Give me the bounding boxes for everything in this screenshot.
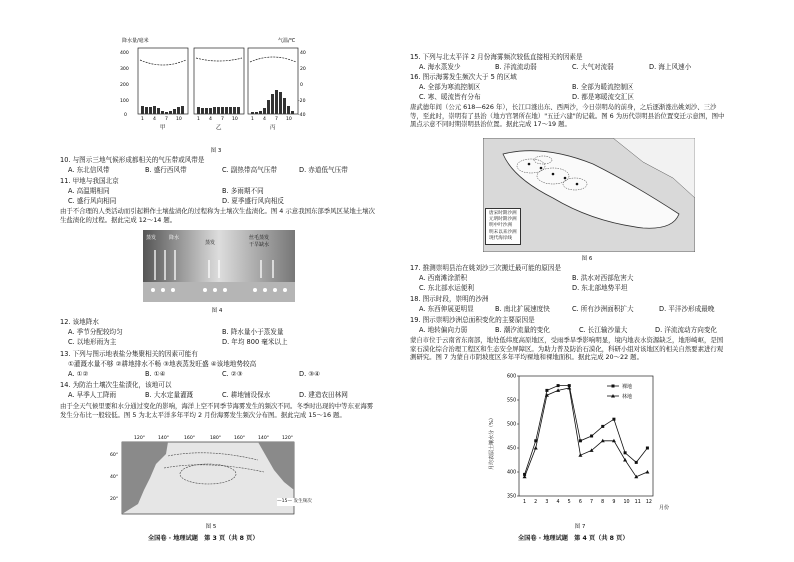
q13-statements: ①灌溉水量不够 ②耕地排水不畅 ③地表蒸发旺盛 ④该地地势较高 <box>68 360 257 368</box>
q17-option-a[interactable]: A. 西南滩涂淤积 <box>419 274 468 282</box>
svg-text:140°: 140° <box>258 436 270 441</box>
fig7-xtick-10: 10 <box>623 500 630 505</box>
q18-stem: 18. 图示时段，崇明的沙洲 <box>410 295 489 303</box>
fig6-legend-item-3: 明中叶沙洲 <box>489 223 512 229</box>
fig7-xtick-11: 11 <box>634 500 641 505</box>
q15-option-c[interactable]: C. 大气对流弱 <box>572 63 614 71</box>
svg-text:1: 1 <box>197 117 200 122</box>
fig5-top-ticks <box>134 435 293 441</box>
q19-option-c[interactable]: C. 长江输沙量大 <box>579 326 628 334</box>
q16-stem: 16. 图示海雾发生频次大于 5 的区域 <box>410 73 517 81</box>
fig7-plot-frame <box>519 376 653 496</box>
figure-7-line-chart <box>485 370 675 520</box>
fig7-ytick-450: 450 <box>507 446 517 452</box>
fig7-point-s2-m10 <box>623 458 627 462</box>
fig7-ytick-350: 350 <box>507 494 517 500</box>
fig3-month-ticks <box>141 116 292 122</box>
q15-option-d[interactable]: D. 海上风速小 <box>649 63 692 71</box>
q11-option-b[interactable]: B. 多雨期不同 <box>222 187 264 195</box>
fig7-xlabel: 月份 <box>659 505 670 511</box>
svg-text:0: 0 <box>124 113 127 118</box>
q19-option-d[interactable]: D. 洋流流动方向变化 <box>655 326 718 334</box>
svg-text:120°: 120° <box>282 436 294 441</box>
q11-stem: 11. 甲地与我国北京 <box>60 177 119 185</box>
fig3-right-axis-label: 气温/℃ <box>278 38 296 44</box>
passage-17-19: 唐武德年间（公元 618—626 年），长江口涨出东、西两沙，今日崇明岛的前身，之后逐渐涨出姚刘沙、三沙等，至此时，崇明有了县治（地方官署所在地）"五迁六建"的记载。图 6 为历代崇明县治位置变迁示意图，图中黑点示意不同时期崇明县治位置。据此完成 17～19 题。 <box>410 103 725 129</box>
svg-text:10: 10 <box>286 117 292 122</box>
fig3-left-axis-label: 降水量/毫米 <box>122 38 149 44</box>
fig7-ylabel: 月均表层土壤水分（%） <box>489 415 495 470</box>
q14-option-c[interactable]: C. 耕地铺设保水 <box>222 391 271 399</box>
passage-20-22: 蒙自市位于云南省东南部，地处低纬度高原地区，受雨季旱季影响明显，境内地表水资源缺乏，地形崎岖，是国家石漠化综合治理工程区和生态安全屏障区。为助力普及防治石漠化，科研小组对该地区的相关自然要素进行观测研究。图 7 为蒙自市阴坡度区多年平均裸地和裸地面积。据此完成 20～22 题。 <box>410 336 724 362</box>
q12-option-a[interactable]: A. 季节分配较均匀 <box>68 328 123 336</box>
q17-stem: 17. 推测崇明县治在姚刘沙三次搬迁最可能的原因是 <box>410 264 562 272</box>
fig7-xtick-3: 3 <box>545 500 549 505</box>
panel-yi-temp-curve <box>196 58 242 61</box>
svg-text:40°: 40° <box>110 475 119 480</box>
fig6-caption: 图 6 <box>581 256 593 262</box>
right-page <box>397 0 794 562</box>
fig7-point-s2-m2 <box>534 446 538 450</box>
svg-text:200: 200 <box>120 83 129 88</box>
q13-option-d[interactable]: D. ③④ <box>299 370 321 378</box>
q18-option-d[interactable]: D. 平洋沙形成最晚 <box>659 305 715 313</box>
q10-option-d[interactable]: D. 赤道低气压带 <box>299 166 348 174</box>
svg-text:10: 10 <box>176 117 182 122</box>
fig7-point-s1-m10 <box>624 451 627 454</box>
q14-option-d[interactable]: D. 建造农田林网 <box>299 391 348 399</box>
panel-jia-temp-curve <box>140 60 186 65</box>
fig7-series-line-2 <box>525 388 648 477</box>
svg-text:140°: 140° <box>158 436 170 441</box>
fig7-point-s1-m4 <box>557 384 560 387</box>
svg-text:-20: -20 <box>298 99 306 104</box>
fig7-ytick-500: 500 <box>507 422 517 428</box>
fig7-point-s1-m6 <box>579 439 582 442</box>
fig4-label-2: 降水 <box>169 235 180 241</box>
fig4-label-5: 干旱缺水 <box>249 242 270 248</box>
svg-text:120°: 120° <box>134 436 146 441</box>
fig5-legend: —15— 发生频次 <box>277 499 312 504</box>
q13-option-c[interactable]: C. ②③ <box>222 370 243 378</box>
figure-3-climate-charts <box>118 36 318 134</box>
q18-option-b[interactable]: B. 南北扩展速度快 <box>495 305 550 313</box>
q17-option-c[interactable]: C. 东北部水运便利 <box>419 284 474 292</box>
svg-text:300: 300 <box>120 67 129 72</box>
fig7-point-s1-m12 <box>646 447 649 450</box>
svg-text:20: 20 <box>300 67 306 72</box>
q17-option-b[interactable]: B. 洪水对西部危害大 <box>572 274 634 282</box>
fig7-xtick-5: 5 <box>567 500 571 505</box>
svg-text:7: 7 <box>221 117 224 122</box>
q11-option-d[interactable]: D. 夏季盛行风向相反 <box>222 197 285 205</box>
fig7-legend <box>607 383 632 400</box>
fig7-xtick-12: 12 <box>645 500 652 505</box>
fig3-caption: 图 3 <box>210 148 222 154</box>
svg-text:400: 400 <box>120 51 129 56</box>
svg-text:20°: 20° <box>110 497 119 502</box>
fig6-legend-item-1: 唐宋时期沙洲 <box>489 211 517 216</box>
fig6-legend-item-2: 元明时期沙洲 <box>489 217 517 223</box>
q16-option-a[interactable]: A. 全部为寒流控制区 <box>419 83 481 91</box>
fig6-legend <box>485 208 521 245</box>
svg-text:160°: 160° <box>184 436 196 441</box>
svg-text:乙: 乙 <box>216 125 222 131</box>
fig7-legend-forest: 林地 <box>622 394 633 400</box>
q12-stem: 12. 该地降水 <box>60 318 99 326</box>
q19-option-b[interactable]: B. 潮汐流量的变化 <box>495 326 550 334</box>
svg-text:10: 10 <box>232 117 238 122</box>
q10-option-b[interactable]: B. 盛行西风带 <box>145 166 187 174</box>
fig6-legend-item-4: 明末以来沙洲 <box>489 229 517 235</box>
q12-option-b[interactable]: B. 降水量小于蒸发量 <box>222 328 284 336</box>
svg-text:丙: 丙 <box>270 125 276 131</box>
q19-stem: 19. 图示崇明沙洲总面积变化的主要原因是 <box>410 316 535 324</box>
q11-option-c[interactable]: C. 盛行风向相同 <box>68 197 117 205</box>
svg-text:40: 40 <box>300 51 306 56</box>
fig7-point-s1-m9 <box>612 418 615 421</box>
fig4-label-1: 蒸发 <box>146 235 157 241</box>
fig3-right-ticks <box>298 50 306 118</box>
q19-option-a[interactable]: A. 地转偏向力弱 <box>419 326 468 334</box>
svg-text:60°: 60° <box>110 453 119 458</box>
left-page-footer: 全国卷 · 地理试题 第 3 页（共 8 页） <box>148 535 259 542</box>
svg-text:100: 100 <box>120 99 129 104</box>
fig7-point-s1-m8 <box>601 425 604 428</box>
fig4-label-4: 丝毛蒸发 <box>249 235 270 241</box>
fig7-point-s1-m7 <box>590 435 593 438</box>
fig7-point-s1-m11 <box>635 461 638 464</box>
fig7-xtick-1: 1 <box>522 500 527 505</box>
q12-option-c[interactable]: C. 以地形雨为主 <box>68 338 117 346</box>
q13-option-a[interactable]: A. ①② <box>68 370 89 378</box>
q15-option-a[interactable]: A. 海水蒸发少 <box>419 63 461 71</box>
fig7-xtick-7: 7 <box>589 500 594 505</box>
fig6-legend-item-5: 现代海岸线 <box>489 235 512 241</box>
fig4-label-3: 蒸发 <box>205 240 216 246</box>
fig7-xtick-6: 6 <box>578 500 582 505</box>
fig5-caption: 图 5 <box>205 524 217 530</box>
right-page-footer: 全国卷 · 地理试题 第 4 页（共 8 页） <box>518 535 629 542</box>
q13-option-b[interactable]: B. ①④ <box>145 370 166 378</box>
q16-option-c[interactable]: C. 寒、暖流皆有分布 <box>419 93 481 101</box>
svg-text:1: 1 <box>141 117 144 122</box>
fig7-ytick-400: 400 <box>507 470 517 476</box>
q12-option-d[interactable]: D. 年均 800 毫米以上 <box>222 338 288 346</box>
fig7-point-s1-m3 <box>545 389 548 392</box>
fig7-xtick-9: 9 <box>612 500 616 505</box>
q18-option-a[interactable]: A. 东西伸展更明显 <box>419 305 474 313</box>
fig7-point-s2-m12 <box>645 470 649 474</box>
svg-text:-40: -40 <box>298 113 306 118</box>
q15-option-b[interactable]: B. 洋流流动弱 <box>495 63 537 71</box>
q15-stem: 15. 下列与北太平洋 2 月份海雾频次较低直接相关的因素是 <box>410 53 583 61</box>
q11-option-a[interactable]: A. 高温期相同 <box>68 187 110 195</box>
q18-option-c[interactable]: C. 所有沙洲面积扩大 <box>572 305 634 313</box>
q10-option-c[interactable]: C. 副热带高气压带 <box>222 166 277 174</box>
svg-text:7: 7 <box>275 117 278 122</box>
q16-option-d[interactable]: D. 都是寒暖流交汇区 <box>572 93 635 101</box>
fig7-legend-bare: 裸地 <box>622 384 633 390</box>
panel-bing-temp-curve <box>250 57 296 62</box>
q14-option-a[interactable]: A. 早季人工降雨 <box>68 391 117 399</box>
fig7-xtick-8: 8 <box>601 500 605 505</box>
svg-text:4: 4 <box>209 117 212 122</box>
figure-4-salinization-diagram <box>143 230 295 302</box>
q16-option-b[interactable]: B. 全部为暖流控制区 <box>572 83 634 91</box>
svg-text:160°: 160° <box>234 436 246 441</box>
fig7-caption: 图 7 <box>574 524 586 530</box>
fig3-left-ticks <box>120 50 129 118</box>
svg-text:4: 4 <box>263 117 266 122</box>
fig5-left-ticks <box>110 452 118 502</box>
q14-stem: 14. 为防治土壤次生盐渍化，该地可以 <box>60 381 172 389</box>
fig7-ytick-600: 600 <box>507 374 517 380</box>
svg-text:0: 0 <box>300 83 303 88</box>
q17-option-d[interactable]: D. 东北部地势平坦 <box>572 284 628 292</box>
svg-text:1: 1 <box>251 117 254 122</box>
svg-text:180°: 180° <box>210 436 222 441</box>
passage-15-16: 由于全天气候里要和水分通过变化的影响，海洋上空不同季节海雾发生的频次不同。冬季时出现的中等东亚海雾发生分布比一般较低。图 5 为北太平洋多年平均 2 月份海雾发生频次分布图。据此完成 15～16 题。 <box>60 402 374 419</box>
q13-stem: 13. 下列与图示地表盐分集聚相关的因素可能有 <box>60 350 198 358</box>
fig7-xtick-4: 4 <box>556 500 560 505</box>
q10-option-a[interactable]: A. 东北信风带 <box>68 166 110 174</box>
svg-text:7: 7 <box>165 117 168 122</box>
q14-option-b[interactable]: B. 大水定量灌溉 <box>145 391 194 399</box>
q10-stem: 10. 与图示三地气候形成都相关的气压带或风带是 <box>60 156 205 164</box>
fig4-caption: 图 4 <box>211 308 223 314</box>
fig7-ytick-550: 550 <box>507 398 517 404</box>
fig7-xtick-2: 2 <box>534 500 538 505</box>
svg-text:甲: 甲 <box>160 125 166 131</box>
fig3-panel-labels <box>160 123 276 131</box>
passage-12-14: 由于不合理的人类活动而引起耕作土壤盐渍化的过程称为土壤次生盐渍化。图 4 示意我国东部季风区某地土壤次生盐渍化的过程。据此完成 12～14 题。 <box>60 207 375 224</box>
svg-text:4: 4 <box>153 117 156 122</box>
